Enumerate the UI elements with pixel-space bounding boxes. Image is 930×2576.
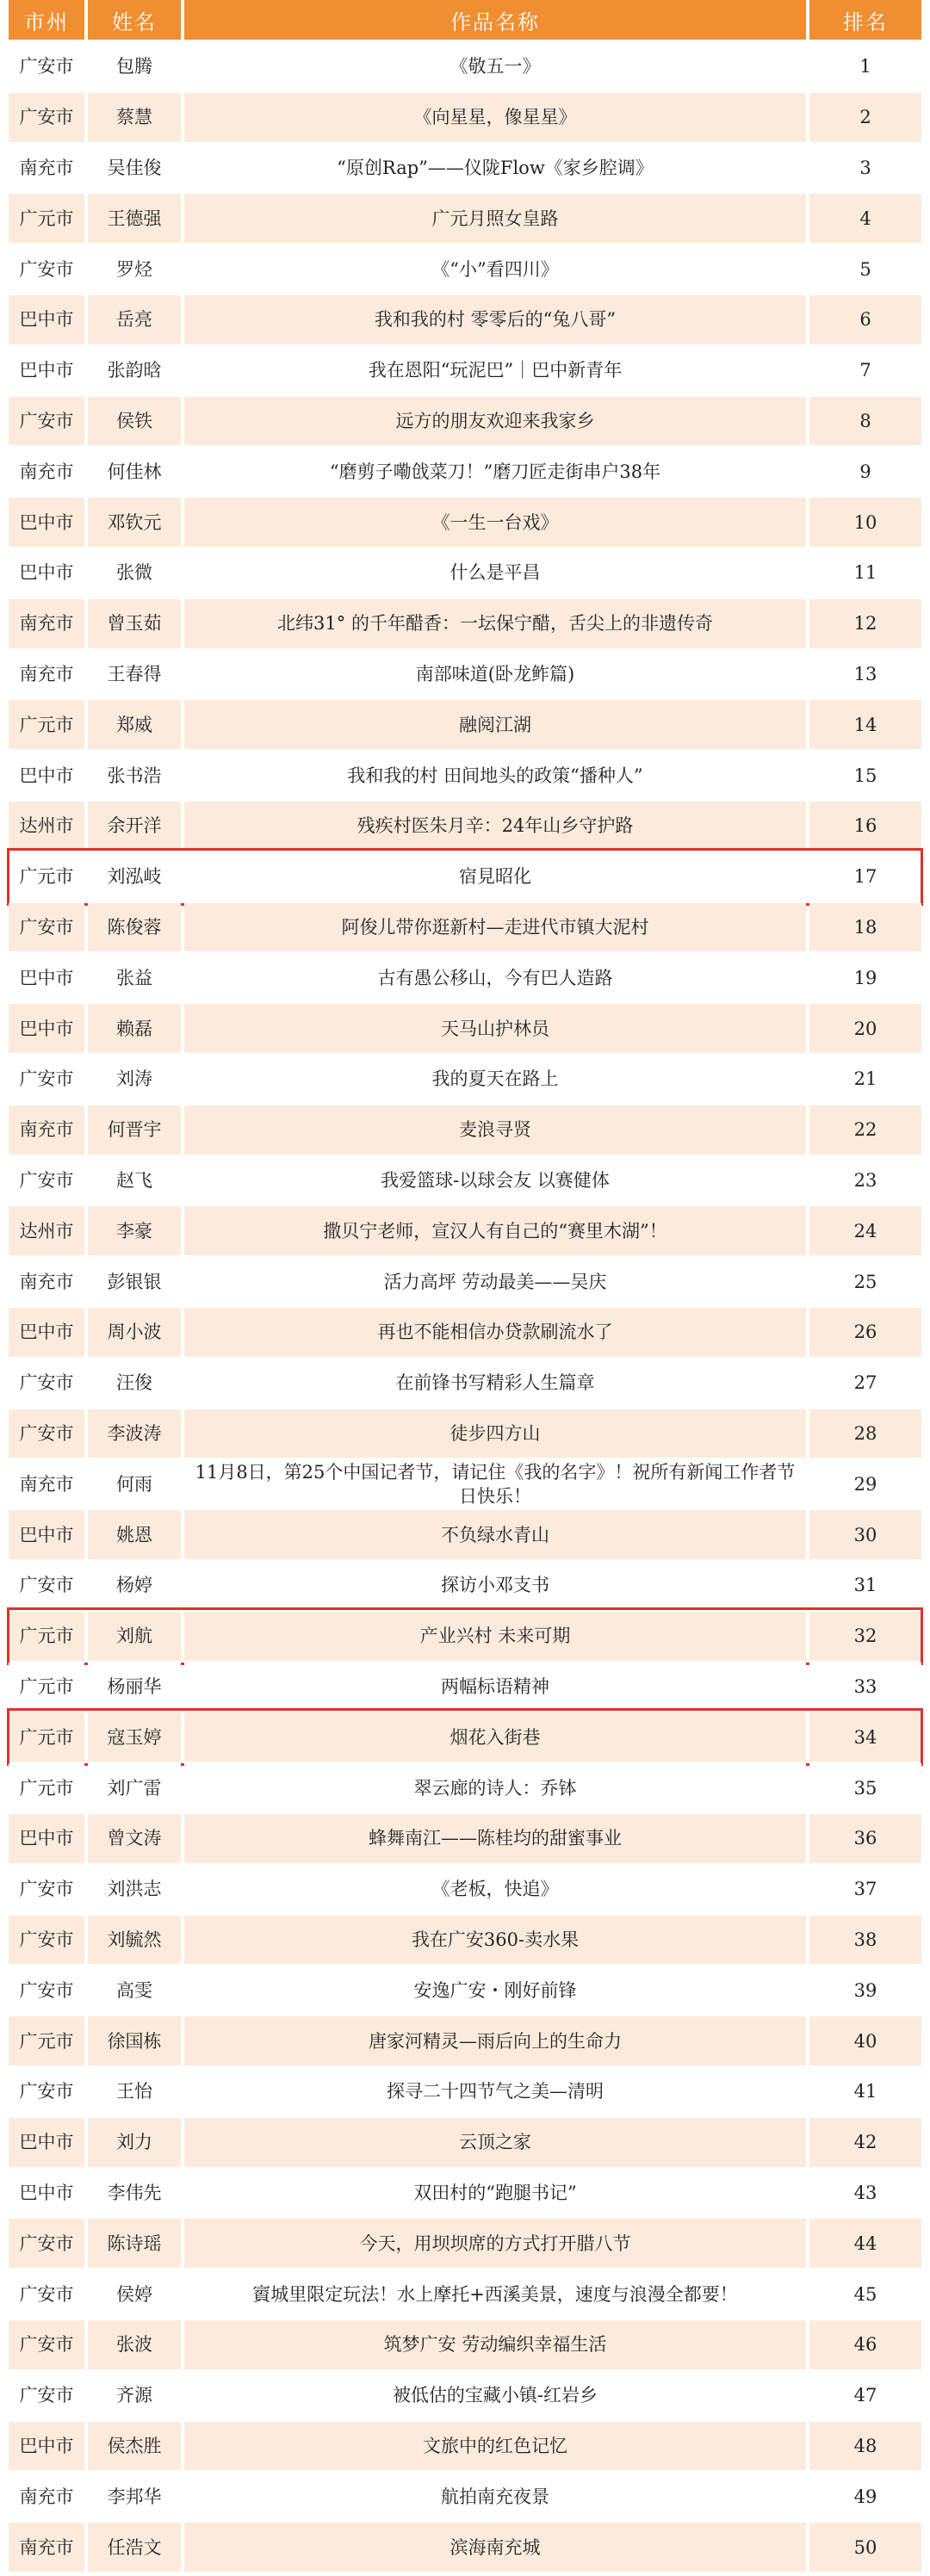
cell-city: 南充市 xyxy=(9,2523,84,2572)
cell-title: 宿見昭化 xyxy=(184,852,806,901)
cell-title: 云顶之家 xyxy=(184,2118,806,2167)
table-row xyxy=(9,2066,921,2117)
cell-name: 张书浩 xyxy=(88,751,181,800)
cell-rank: 50 xyxy=(809,2523,921,2572)
cell-name: 彭银银 xyxy=(88,1257,181,1306)
cell-rank: 11 xyxy=(809,548,921,598)
cell-title: 《向星星，像星星》 xyxy=(184,93,806,142)
cell-city: 广安市 xyxy=(9,1409,84,1458)
cell-rank: 23 xyxy=(809,1156,921,1205)
cell-city: 南充市 xyxy=(9,599,84,648)
cell-title: 滨海南充城 xyxy=(184,2523,806,2572)
cell-name: 邓钦元 xyxy=(88,498,181,547)
header-name: 姓名 xyxy=(88,0,181,40)
cell-rank: 26 xyxy=(809,1308,921,1357)
cell-rank: 8 xyxy=(809,397,921,446)
cell-name: 杨丽华 xyxy=(88,1663,181,1712)
cell-rank: 30 xyxy=(809,1510,921,1559)
table-row xyxy=(9,1611,921,1662)
cell-name: 李伟先 xyxy=(88,2169,181,2218)
cell-city: 广安市 xyxy=(9,1561,84,1610)
cell-rank: 24 xyxy=(809,1206,921,1255)
cell-rank: 9 xyxy=(809,447,921,496)
cell-name: 李豪 xyxy=(88,1206,181,1255)
cell-rank: 17 xyxy=(809,852,921,901)
cell-rank: 46 xyxy=(809,2320,921,2369)
table-header xyxy=(9,0,921,41)
cell-title: 我和我的村 田间地头的政策“播种人” xyxy=(184,751,806,800)
cell-title: 蜂舞南江——陈桂均的甜蜜事业 xyxy=(184,1814,806,1863)
cell-city: 广安市 xyxy=(9,1916,84,1965)
cell-rank: 12 xyxy=(809,599,921,648)
cell-title: 远方的朋友欢迎来我家乡 xyxy=(184,397,806,446)
cell-rank: 4 xyxy=(809,194,921,243)
cell-rank: 5 xyxy=(809,245,921,294)
cell-name: 刘力 xyxy=(88,2118,181,2167)
cell-rank: 35 xyxy=(809,1763,921,1812)
cell-city: 巴中市 xyxy=(9,1004,84,1053)
cell-city: 南充市 xyxy=(9,1257,84,1306)
cell-title: 天马山护林员 xyxy=(184,1004,806,1053)
cell-rank: 36 xyxy=(809,1814,921,1863)
cell-name: 何佳林 xyxy=(88,447,181,496)
cell-rank: 41 xyxy=(809,2067,921,2116)
cell-rank: 33 xyxy=(809,1663,921,1712)
cell-rank: 49 xyxy=(809,2472,921,2521)
table-row xyxy=(9,699,921,750)
cell-name: 罗烃 xyxy=(88,245,181,294)
table-row xyxy=(9,1712,921,1762)
cell-title: 古有愚公移山，今有巴人造路 xyxy=(184,953,806,1002)
cell-city: 广安市 xyxy=(9,2371,84,2420)
cell-city: 达州市 xyxy=(9,802,84,851)
cell-title: 我在恩阳“玩泥巴”｜巴中新青年 xyxy=(184,346,806,395)
table-row xyxy=(9,2016,921,2066)
cell-rank: 21 xyxy=(809,1055,921,1104)
cell-name: 李波涛 xyxy=(88,1409,181,1458)
cell-title: 撒贝宁老师，宣汉人有自己的“赛里木湖”！ xyxy=(184,1206,806,1255)
cell-title: 唐家河精灵—雨后向上的生命力 xyxy=(184,2016,806,2065)
cell-city: 巴中市 xyxy=(9,1308,84,1357)
cell-city: 南充市 xyxy=(9,1459,84,1508)
cell-title: 我爱篮球-以球会友 以赛健体 xyxy=(184,1156,806,1205)
cell-city: 广安市 xyxy=(9,1865,84,1914)
cell-city: 巴中市 xyxy=(9,295,84,344)
cell-rank: 29 xyxy=(809,1459,921,1508)
cell-city: 广安市 xyxy=(9,42,84,91)
cell-rank: 28 xyxy=(809,1409,921,1458)
table-row xyxy=(9,345,921,396)
cell-title: 我的夏天在路上 xyxy=(184,1055,806,1104)
table-row xyxy=(9,952,921,1003)
cell-title: 我和我的村 零零后的“兔八哥” xyxy=(184,295,806,344)
table-row xyxy=(9,1409,921,1459)
table-row xyxy=(9,902,921,953)
cell-title: 南部味道(卧龙鲊篇) xyxy=(184,650,806,699)
table-row xyxy=(9,1358,921,1409)
table-row xyxy=(9,548,921,598)
cell-rank: 38 xyxy=(809,1916,921,1965)
table-row xyxy=(9,750,921,801)
cell-title: 文旅中的红色记忆 xyxy=(184,2422,806,2471)
cell-name: 刘毓然 xyxy=(88,1916,181,1965)
cell-title: 北纬31° 的千年醋香：一坛保宁醋，舌尖上的非遗传奇 xyxy=(184,599,806,648)
cell-rank: 48 xyxy=(809,2422,921,2471)
table-row xyxy=(9,1307,921,1358)
cell-name: 包腾 xyxy=(88,42,181,91)
cell-rank: 22 xyxy=(809,1105,921,1155)
cell-title: 产业兴村 未来可期 xyxy=(184,1612,806,1661)
table-row xyxy=(9,1509,921,1560)
cell-title: 賨城里限定玩法！水上摩托+西溪美景，速度与浪漫全都要！ xyxy=(184,2269,806,2319)
cell-city: 南充市 xyxy=(9,650,84,699)
table-row xyxy=(9,1813,921,1864)
cell-name: 刘广雷 xyxy=(88,1763,181,1812)
table-row xyxy=(9,1458,921,1509)
table-row xyxy=(9,598,921,649)
cell-name: 刘泓岐 xyxy=(88,852,181,901)
table-row xyxy=(9,143,921,194)
table-row xyxy=(9,1662,921,1712)
cell-city: 广安市 xyxy=(9,93,84,142)
cell-rank: 27 xyxy=(809,1359,921,1408)
cell-city: 广安市 xyxy=(9,2269,84,2319)
cell-city: 南充市 xyxy=(9,1105,84,1155)
cell-name: 寇玉婷 xyxy=(88,1712,181,1762)
table-row xyxy=(9,2168,921,2219)
table-row xyxy=(9,851,921,902)
cell-title: 什么是平昌 xyxy=(184,548,806,598)
table-row xyxy=(9,1155,921,1206)
cell-city: 广元市 xyxy=(9,700,84,749)
header-city: 市州 xyxy=(9,0,84,40)
cell-name: 王春得 xyxy=(88,650,181,699)
cell-city: 巴中市 xyxy=(9,953,84,1002)
cell-city: 巴中市 xyxy=(9,1510,84,1559)
cell-title: 《老板，快追》 xyxy=(184,1865,806,1914)
cell-title: 《“小”看四川》 xyxy=(184,245,806,294)
cell-name: 刘涛 xyxy=(88,1055,181,1104)
cell-name: 赵飞 xyxy=(88,1156,181,1205)
cell-city: 广安市 xyxy=(9,245,84,294)
table-row xyxy=(9,2421,921,2472)
cell-city: 广元市 xyxy=(9,1612,84,1661)
cell-city: 巴中市 xyxy=(9,2422,84,2471)
cell-rank: 31 xyxy=(809,1561,921,1610)
cell-title: 在前锋书写精彩人生篇章 xyxy=(184,1359,806,1408)
cell-title: 双田村的“跑腿书记” xyxy=(184,2169,806,2218)
cell-city: 广安市 xyxy=(9,2067,84,2116)
cell-city: 广元市 xyxy=(9,194,84,243)
table-row xyxy=(9,446,921,497)
cell-title: “磨剪子嘞戗菜刀！”磨刀匠走街串户38年 xyxy=(184,447,806,496)
cell-name: 陈诗瑶 xyxy=(88,2219,181,2268)
cell-title: 探寻二十四节气之美—清明 xyxy=(184,2067,806,2116)
cell-rank: 39 xyxy=(809,1966,921,2015)
cell-rank: 44 xyxy=(809,2219,921,2268)
table-row xyxy=(9,1864,921,1915)
cell-rank: 10 xyxy=(809,498,921,547)
cell-name: 齐源 xyxy=(88,2371,181,2420)
cell-rank: 37 xyxy=(809,1865,921,1914)
cell-name: 汪俊 xyxy=(88,1359,181,1408)
table-row xyxy=(9,1560,921,1611)
cell-city: 广安市 xyxy=(9,1156,84,1205)
cell-city: 巴中市 xyxy=(9,498,84,547)
cell-title: 烟花入街巷 xyxy=(184,1712,806,1762)
cell-title: 安逸广安・刚好前锋 xyxy=(184,1966,806,2015)
cell-city: 广安市 xyxy=(9,2219,84,2268)
cell-name: 何雨 xyxy=(88,1459,181,1508)
cell-name: 王怡 xyxy=(88,2067,181,2116)
cell-city: 达州市 xyxy=(9,1206,84,1255)
cell-title: “原创Rap”——仪陇Flow《家乡腔调》 xyxy=(184,144,806,193)
cell-city: 广安市 xyxy=(9,1966,84,2015)
table-row xyxy=(9,497,921,548)
cell-rank: 3 xyxy=(809,144,921,193)
cell-rank: 13 xyxy=(809,650,921,699)
table-row xyxy=(9,649,921,700)
cell-city: 巴中市 xyxy=(9,1814,84,1863)
table-row xyxy=(9,92,921,143)
cell-rank: 43 xyxy=(809,2169,921,2218)
header-title: 作品名称 xyxy=(184,0,806,40)
cell-name: 曾文涛 xyxy=(88,1814,181,1863)
cell-name: 张益 xyxy=(88,953,181,1002)
table-row xyxy=(9,244,921,294)
cell-name: 蔡慧 xyxy=(88,93,181,142)
cell-name: 侯铁 xyxy=(88,397,181,446)
cell-rank: 32 xyxy=(809,1612,921,1661)
cell-name: 张微 xyxy=(88,548,181,598)
cell-city: 广元市 xyxy=(9,2016,84,2065)
cell-rank: 25 xyxy=(809,1257,921,1306)
cell-city: 巴中市 xyxy=(9,2169,84,2218)
cell-name: 岳亮 xyxy=(88,295,181,344)
cell-title: 不负绿水青山 xyxy=(184,1510,806,1559)
table-row xyxy=(9,801,921,851)
table-row xyxy=(9,2370,921,2421)
table-row xyxy=(9,1054,921,1105)
cell-title: 阿俊儿带你逛新村—走进代市镇大泥村 xyxy=(184,903,806,952)
cell-title: 翠云廊的诗人：乔钵 xyxy=(184,1763,806,1812)
cell-city: 巴中市 xyxy=(9,751,84,800)
table-row xyxy=(9,2218,921,2269)
cell-city: 南充市 xyxy=(9,447,84,496)
cell-title: 两幅标语精神 xyxy=(184,1663,806,1712)
cell-name: 何晋宇 xyxy=(88,1105,181,1155)
cell-title: 探访小邓支书 xyxy=(184,1561,806,1610)
cell-city: 南充市 xyxy=(9,144,84,193)
table-row xyxy=(9,1205,921,1256)
cell-title: 广元月照女皇路 xyxy=(184,194,806,243)
cell-title: 今天，用坝坝席的方式打开腊八节 xyxy=(184,2219,806,2268)
cell-city: 广安市 xyxy=(9,1055,84,1104)
cell-rank: 47 xyxy=(809,2371,921,2420)
cell-rank: 16 xyxy=(809,802,921,851)
cell-title: 活力高坪 劳动最美——吴庆 xyxy=(184,1257,806,1306)
cell-name: 周小波 xyxy=(88,1308,181,1357)
cell-name: 陈俊蓉 xyxy=(88,903,181,952)
table-row xyxy=(9,2319,921,2370)
cell-rank: 19 xyxy=(809,953,921,1002)
cell-title: 我在广安360-卖水果 xyxy=(184,1916,806,1965)
cell-title: 徒步四方山 xyxy=(184,1409,806,1458)
cell-city: 广安市 xyxy=(9,903,84,952)
cell-title: 《一生一台戏》 xyxy=(184,498,806,547)
cell-name: 李邦华 xyxy=(88,2472,181,2521)
cell-rank: 15 xyxy=(809,751,921,800)
cell-title: 麦浪寻贤 xyxy=(184,1105,806,1155)
table-row xyxy=(9,2522,921,2573)
table-row xyxy=(9,41,921,92)
cell-city: 广元市 xyxy=(9,1763,84,1812)
cell-name: 姚恩 xyxy=(88,1510,181,1559)
table-row xyxy=(9,1003,921,1054)
cell-city: 广安市 xyxy=(9,1359,84,1408)
cell-city: 巴中市 xyxy=(9,2118,84,2167)
cell-rank: 20 xyxy=(809,1004,921,1053)
cell-name: 曾玉茹 xyxy=(88,599,181,648)
cell-rank: 14 xyxy=(809,700,921,749)
table-row xyxy=(9,2117,921,2168)
cell-title: 融阅江湖 xyxy=(184,700,806,749)
cell-rank: 7 xyxy=(809,346,921,395)
cell-name: 余开洋 xyxy=(88,802,181,851)
table-row xyxy=(9,396,921,447)
cell-name: 王德强 xyxy=(88,194,181,243)
cell-name: 吴佳俊 xyxy=(88,144,181,193)
cell-rank: 42 xyxy=(809,2118,921,2167)
cell-name: 高雯 xyxy=(88,1966,181,2015)
cell-title: 11月8日，第25个中国记者节，请记住《我的名字》！祝所有新闻工作者节日快乐！ xyxy=(184,1459,806,1508)
cell-city: 南充市 xyxy=(9,2472,84,2521)
cell-name: 徐国栋 xyxy=(88,2016,181,2065)
cell-name: 赖磊 xyxy=(88,1004,181,1053)
cell-name: 刘航 xyxy=(88,1612,181,1661)
cell-title: 残疾村医朱月辛：24年山乡守护路 xyxy=(184,802,806,851)
table-row xyxy=(9,2269,921,2319)
cell-city: 巴中市 xyxy=(9,548,84,598)
cell-city: 广元市 xyxy=(9,852,84,901)
cell-name: 任浩文 xyxy=(88,2523,181,2572)
cell-rank: 45 xyxy=(809,2269,921,2319)
cell-title: 航拍南充夜景 xyxy=(184,2472,806,2521)
cell-city: 广安市 xyxy=(9,2320,84,2369)
table-row xyxy=(9,1256,921,1307)
cell-rank: 34 xyxy=(809,1712,921,1762)
table-row xyxy=(9,193,921,244)
cell-title: 被低估的宝藏小镇-红岩乡 xyxy=(184,2371,806,2420)
cell-name: 杨婷 xyxy=(88,1561,181,1610)
cell-city: 广元市 xyxy=(9,1712,84,1762)
table-row xyxy=(9,1915,921,1966)
cell-rank: 6 xyxy=(809,295,921,344)
cell-rank: 1 xyxy=(809,42,921,91)
table-row xyxy=(9,1105,921,1155)
cell-title: 再也不能相信办贷款刷流水了 xyxy=(184,1308,806,1357)
cell-name: 郑威 xyxy=(88,700,181,749)
table-row xyxy=(9,1762,921,1813)
cell-name: 张波 xyxy=(88,2320,181,2369)
cell-city: 广安市 xyxy=(9,397,84,446)
cell-rank: 18 xyxy=(809,903,921,952)
cell-name: 张韵晗 xyxy=(88,346,181,395)
table-row xyxy=(9,2471,921,2522)
table-row xyxy=(9,1965,921,2016)
cell-name: 侯杰胜 xyxy=(88,2422,181,2471)
cell-city: 巴中市 xyxy=(9,346,84,395)
cell-rank: 40 xyxy=(809,2016,921,2065)
cell-title: 筑梦广安 劳动编织幸福生活 xyxy=(184,2320,806,2369)
cell-name: 侯婷 xyxy=(88,2269,181,2319)
header-rank: 排名 xyxy=(809,0,921,40)
cell-rank: 2 xyxy=(809,93,921,142)
cell-city: 广元市 xyxy=(9,1663,84,1712)
cell-name: 刘洪志 xyxy=(88,1865,181,1914)
cell-title: 《敬五一》 xyxy=(184,42,806,91)
table-row xyxy=(9,294,921,345)
